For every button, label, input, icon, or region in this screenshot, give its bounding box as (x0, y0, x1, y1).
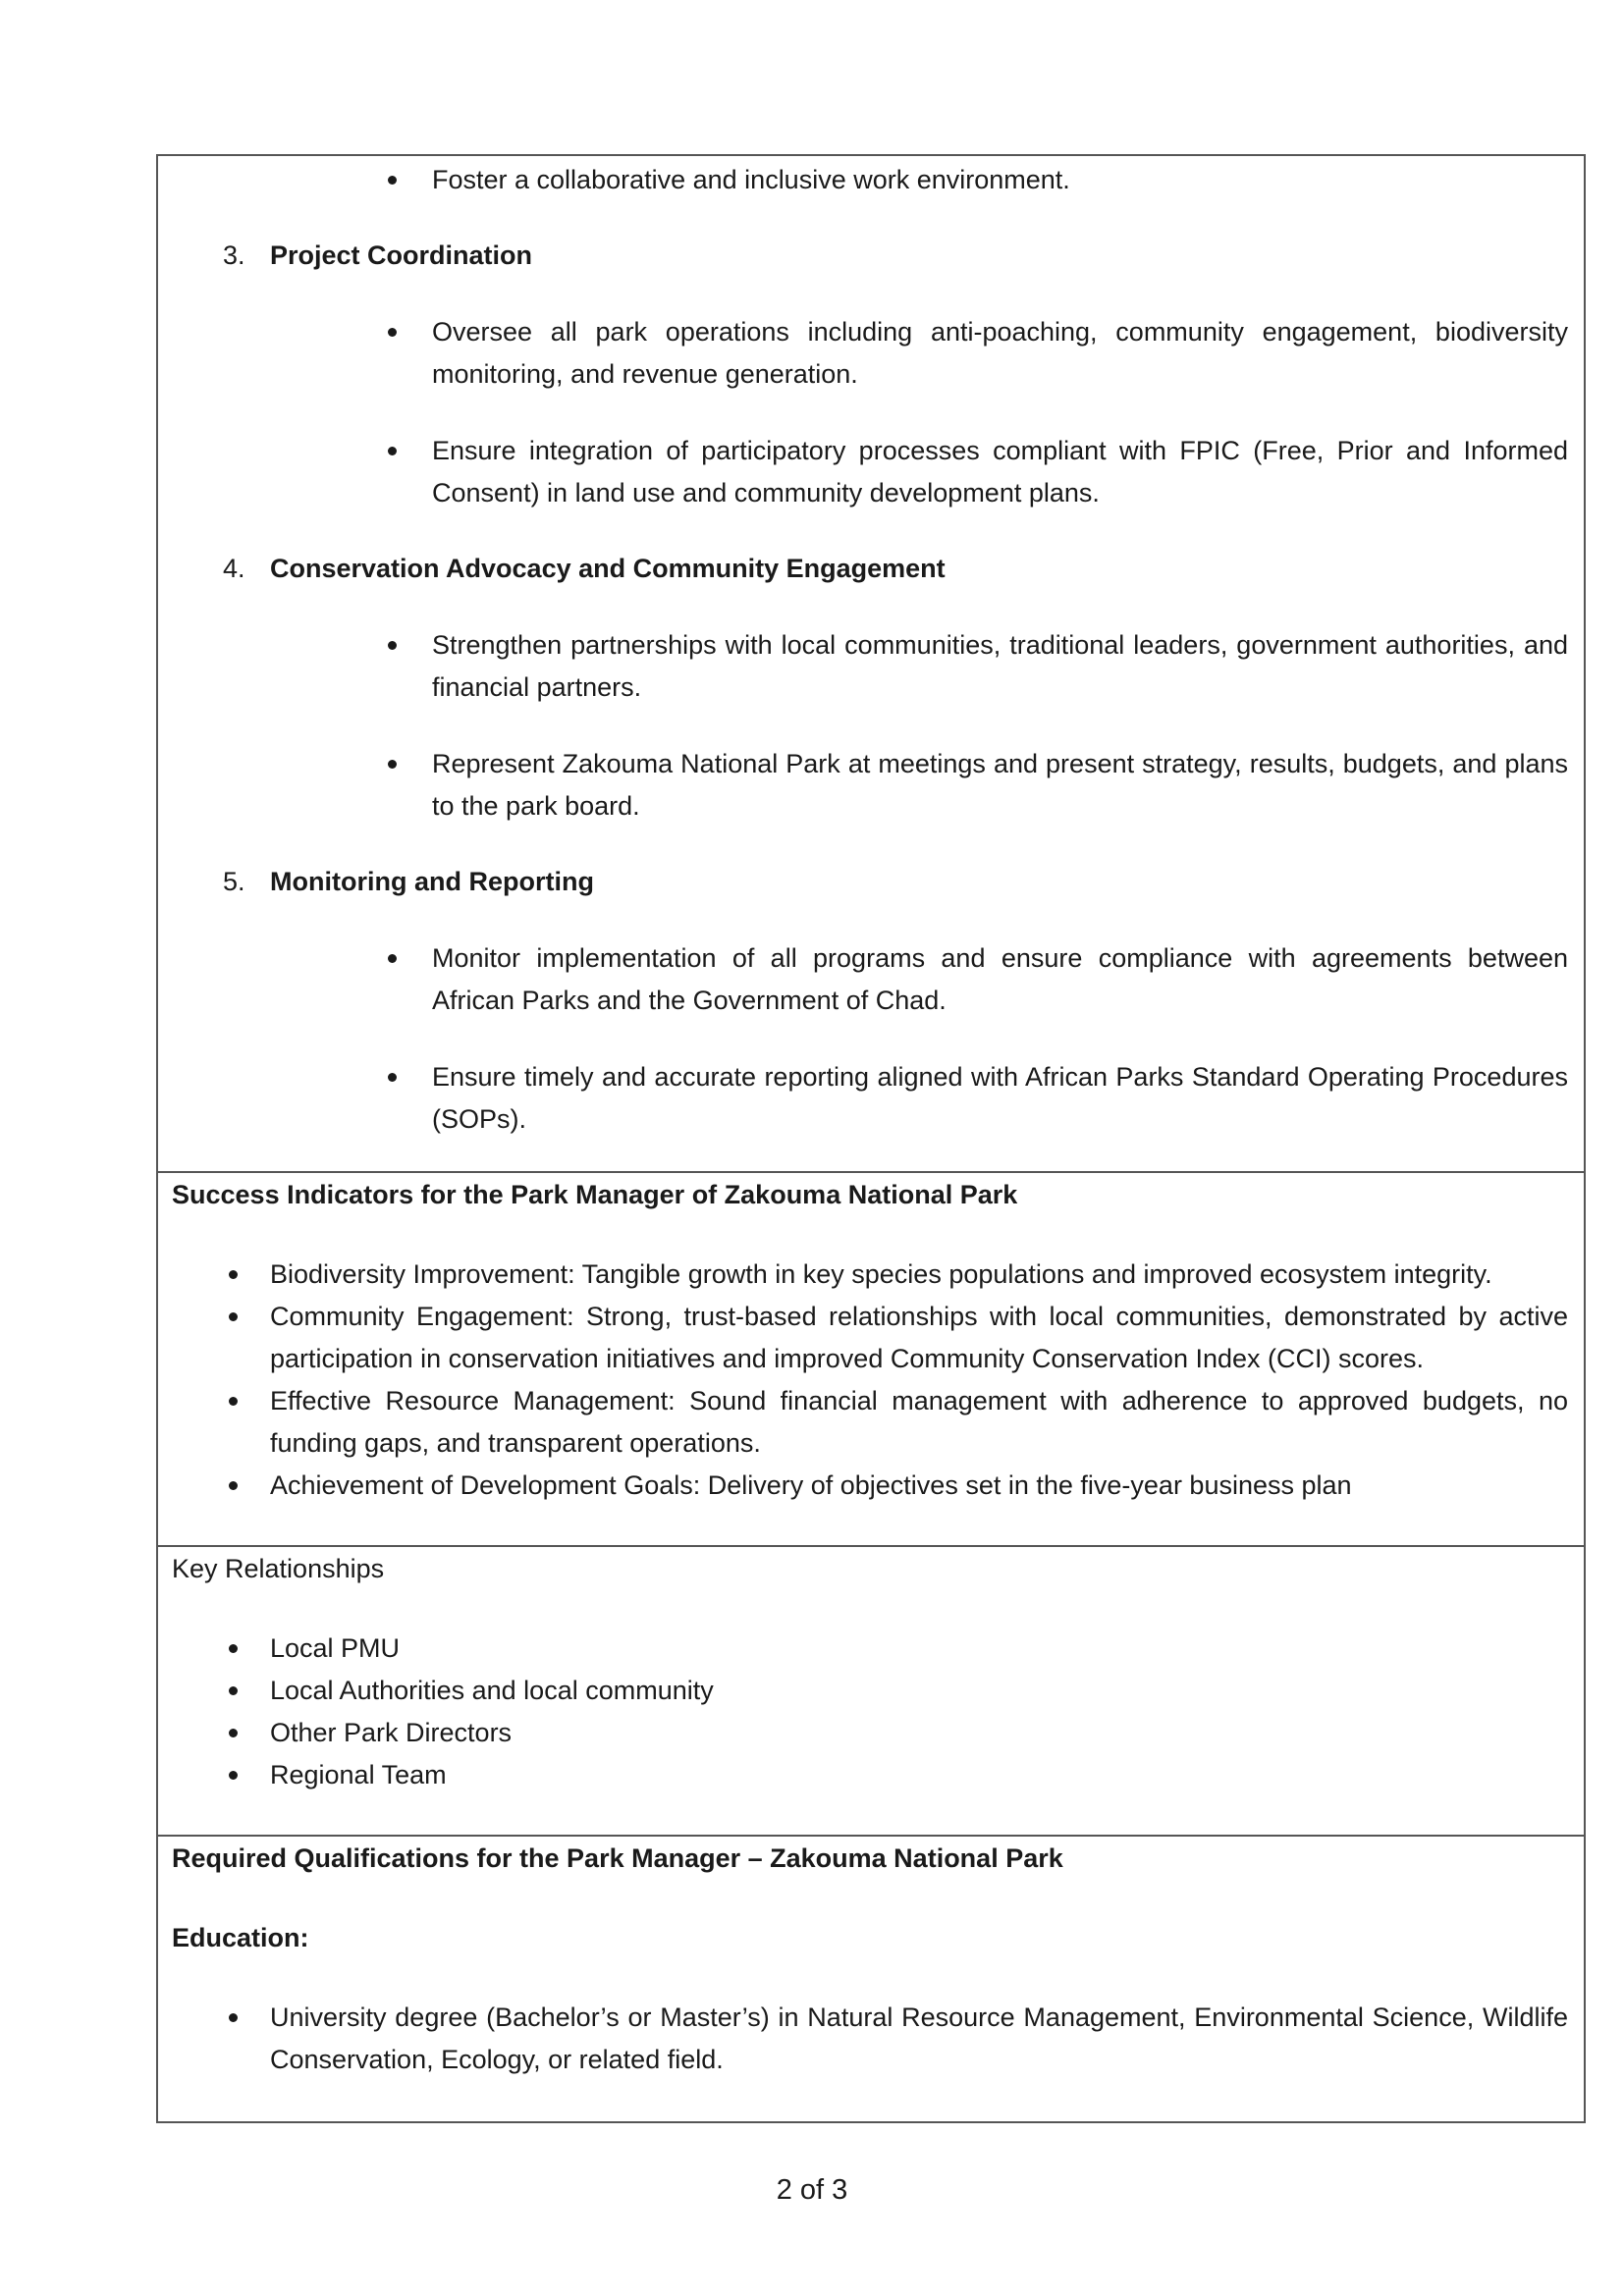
item-title: Project Coordination (270, 240, 533, 270)
bullet-icon (388, 1073, 397, 1082)
education-subheading: Education: (172, 1923, 309, 1952)
bullet-icon (388, 176, 397, 185)
bullet-icon (388, 641, 397, 650)
item-number: 3. (223, 240, 245, 270)
list-item: University degree (Bachelor’s or Master’s) in Natural Resource Management, Environmental Science, Wildlife Conservation, Ecology, or related field. (172, 1997, 1570, 2081)
key-relationships-cell (158, 1545, 1584, 1835)
bullet-icon (388, 760, 397, 769)
document-table (156, 154, 1586, 2123)
numbered-heading (172, 235, 1570, 277)
bullet-icon (229, 1686, 238, 1695)
page-number: 2 of 3 (776, 2174, 848, 2206)
list-item: Local PMU (172, 1628, 1570, 1670)
list-item: Achievement of Development Goals: Delivery of objectives set in the five-year business plan (172, 1465, 1570, 1507)
list-item: Monitor implementation of all programs and ensure compliance with agreements between African Parks and the Government of Chad. (172, 937, 1570, 1022)
success-indicators-cell (158, 1171, 1584, 1545)
bullet-icon (229, 1312, 238, 1321)
list-item: Community Engagement: Strong, trust-based relationships with local communities, demonstrated by active participation in conservation initiatives and improved Community Conservation Index (CCI) scores. (172, 1296, 1570, 1380)
bullet-icon (388, 954, 397, 963)
item-number: 4. (223, 554, 245, 583)
qualifications-cell (158, 1835, 1584, 2121)
list-item: Ensure timely and accurate reporting aligned with African Parks Standard Operating Procedures (SOPs). (172, 1056, 1570, 1141)
numbered-heading (172, 861, 1570, 903)
bullet-icon (229, 1771, 238, 1780)
bullet-icon (229, 1397, 238, 1406)
list-item: Oversee all park operations including anti-poaching, community engagement, biodiversity monitoring, and revenue generation. (172, 311, 1570, 396)
list-item: Local Authorities and local community (172, 1670, 1570, 1712)
bullet-icon (229, 1481, 238, 1490)
responsibilities-cell (158, 156, 1584, 1171)
bullet-icon (229, 2013, 238, 2022)
section-heading: Key Relationships (172, 1554, 385, 1583)
section-heading: Success Indicators for the Park Manager of Zakouma National Park (172, 1180, 1018, 1209)
bullet-icon (388, 328, 397, 337)
numbered-heading (172, 548, 1570, 590)
section-heading: Required Qualifications for the Park Manager – Zakouma National Park (172, 1843, 1063, 1873)
list-item: Regional Team (172, 1754, 1570, 1796)
bullet-icon (229, 1644, 238, 1653)
item-number: 5. (223, 867, 245, 896)
item-title: Monitoring and Reporting (270, 867, 594, 896)
list-item: Ensure integration of participatory processes compliant with FPIC (Free, Prior and Informed Consent) in land use and community development plans. (172, 430, 1570, 514)
list-item: Biodiversity Improvement: Tangible growth in key species populations and improved ecosystem integrity. (172, 1254, 1570, 1296)
list-item: Other Park Directors (172, 1712, 1570, 1754)
list-item: Strengthen partnerships with local communities, traditional leaders, government authorities, and financial partners. (172, 624, 1570, 709)
bullet-icon (388, 447, 397, 455)
list-item: Foster a collaborative and inclusive work environment. (172, 159, 1570, 201)
list-item: Effective Resource Management: Sound financial management with adherence to approved budgets, no funding gaps, and transparent operations. (172, 1380, 1570, 1465)
item-title: Conservation Advocacy and Community Engagement (270, 554, 946, 583)
list-item: Represent Zakouma National Park at meetings and present strategy, results, budgets, and plans to the park board. (172, 743, 1570, 828)
bullet-icon (229, 1729, 238, 1737)
bullet-icon (229, 1270, 238, 1279)
